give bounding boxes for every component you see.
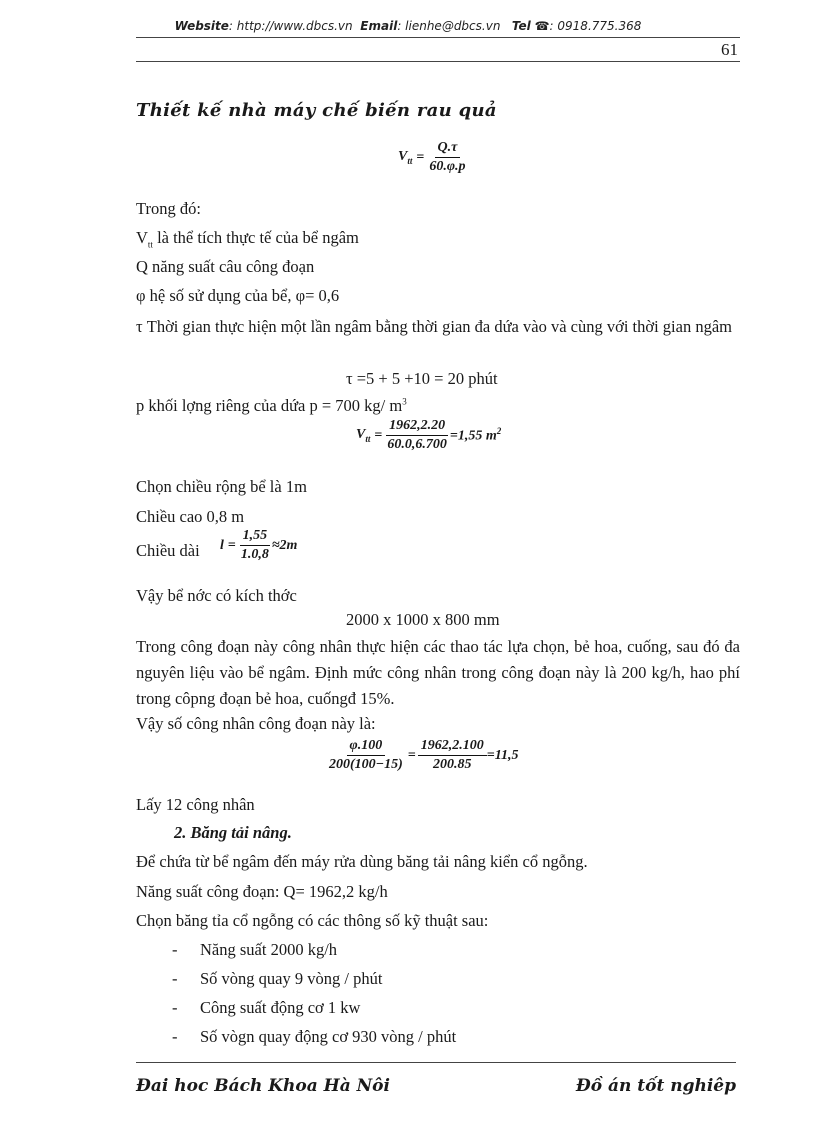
nang-suat: Năng suất công đoạn: Q= 1962,2 kg/h (136, 882, 388, 901)
formula-length: l = $\frac{1,55}{1.0,8}$ ≈2m (220, 528, 298, 562)
footer-thesis: Đồ án tốt nghiêp (575, 1076, 736, 1096)
chon-chieu-rong: Chọn chiều rộng bể là 1m (136, 477, 307, 496)
formula1-numerator: Q.τ (435, 140, 461, 158)
footer-university: Đai hoc Bách Khoa Hà Nôi (136, 1076, 390, 1096)
email-value: : lienhe@dbcs.vn (397, 19, 501, 33)
trong-do-label: Trong đó: (136, 199, 201, 218)
def-q: Q năng suất câu công đoạn (136, 257, 315, 276)
header-contact (0, 19, 816, 33)
para-cong-doan: Trong công đoạn này công nhân thực hiện các thao tác lựa chọn, bẻ hoa, cuống, sau đó đa nguyên liệu vào bể ngâm. Định mức công nhân trong công đoạn này là 200 kg/h, hao phí trong côpng đoạn bẻ hoa, cuốngđ 15%. (136, 637, 740, 708)
bullet-1: - (172, 940, 178, 959)
spec-item-2: Số vòng quay 9 vòng / phút (200, 969, 383, 988)
email-label: Email (360, 19, 398, 33)
bullet-4: - (172, 1027, 178, 1046)
formula4-fraction1: $\frac{\varphi.100}{200(100-15)}$ (329, 738, 403, 772)
formula1-eq: = (416, 149, 425, 165)
bullet-3: - (172, 998, 178, 1017)
tel-value: : 0918.775.368 (549, 19, 642, 33)
chieu-cao: Chiều cao 0,8 m (136, 507, 245, 526)
page-number: 61 (721, 40, 738, 59)
spec-item-3: Công suất động cơ 1 kw (200, 998, 361, 1017)
formula1-fraction (426, 140, 468, 175)
running-title: Thiết kế nhà máy chế biến rau quả (136, 100, 497, 121)
def-phi: φ hệ số sử dụng của bể, φ= 0,6 (136, 286, 340, 305)
footer-rule (136, 1062, 736, 1063)
website-value: : http://www.dbcs.vn (228, 19, 353, 33)
spec-item-1: Năng suất 2000 kg/h (200, 940, 338, 959)
chon-bang-tai: Chọn băng tỉa cổ ngỗng có các thông số kỹ thuật sau: (136, 911, 489, 930)
formula-workers: $\frac{\varphi.100}{200(100-15)}$ = $\frac{1962,2.100}{200.85}$ =11,5 (326, 738, 519, 773)
formula2-result: =1,55 $m^2$ (449, 426, 502, 444)
tel-label: Tel (511, 19, 531, 33)
section-heading: 2. Băng tải nâng. (174, 823, 292, 842)
formula4-fraction2: $\frac{1962,2.100}{200.85}$ (418, 738, 487, 773)
phone-icon: ☎ (534, 19, 550, 33)
def-vtt: $V_{tt}$ là thể tích thực tế của bể ngâm (136, 228, 359, 250)
spec-item-4: Số vògn quay động cơ 930 vòng / phút (200, 1027, 457, 1046)
formula1-lhs: $V_{tt}$ (398, 149, 413, 166)
bullet-2: - (172, 969, 178, 988)
formula-vtt (398, 140, 469, 175)
def-p: p khối lợng riêng của dứa p = 700 kg/ $m^3$ (136, 396, 407, 415)
lay-cong-nhan: Lấy 12 công nhân (136, 795, 255, 814)
formula2-fraction: $\frac{1962,2.20}{60.0,6.700}$ (387, 418, 447, 452)
chieu-dai-label: Chiều dài (136, 541, 200, 560)
header-rule-top (136, 37, 740, 38)
tau-equation: τ =5 + 5 +10 = 20 phút (346, 369, 498, 388)
kich-thuoc: 2000 x 1000 x 800 mm (346, 610, 500, 629)
website-label: Website (174, 19, 229, 33)
def-tau: τ Thời gian thực hiện một lần ngâm bằng thời gian đa dứa vào và cùng với thời gian ngâm (136, 317, 732, 336)
header-rule-bottom (136, 61, 740, 62)
formula3-fraction: $\frac{1,55}{1.0,8}$ (240, 528, 269, 562)
vay-be-nuoc: Vậy bể nớc có kích thớc (136, 586, 297, 605)
vay-so-cong-nhan: Vậy số công nhân công đoạn này là: (136, 714, 376, 733)
formula-vtt-numeric: $V_{tt}$ = $\frac{1962,2.20}{60.0,6.700}$ =1,55 $m^2$ (356, 418, 502, 452)
de-chua: Để chứa từ bể ngâm đến máy rửa dùng băng tải nâng kiển cổ ngỗng. (136, 852, 588, 871)
formula1-denominator: 60.φ.p (429, 159, 466, 174)
